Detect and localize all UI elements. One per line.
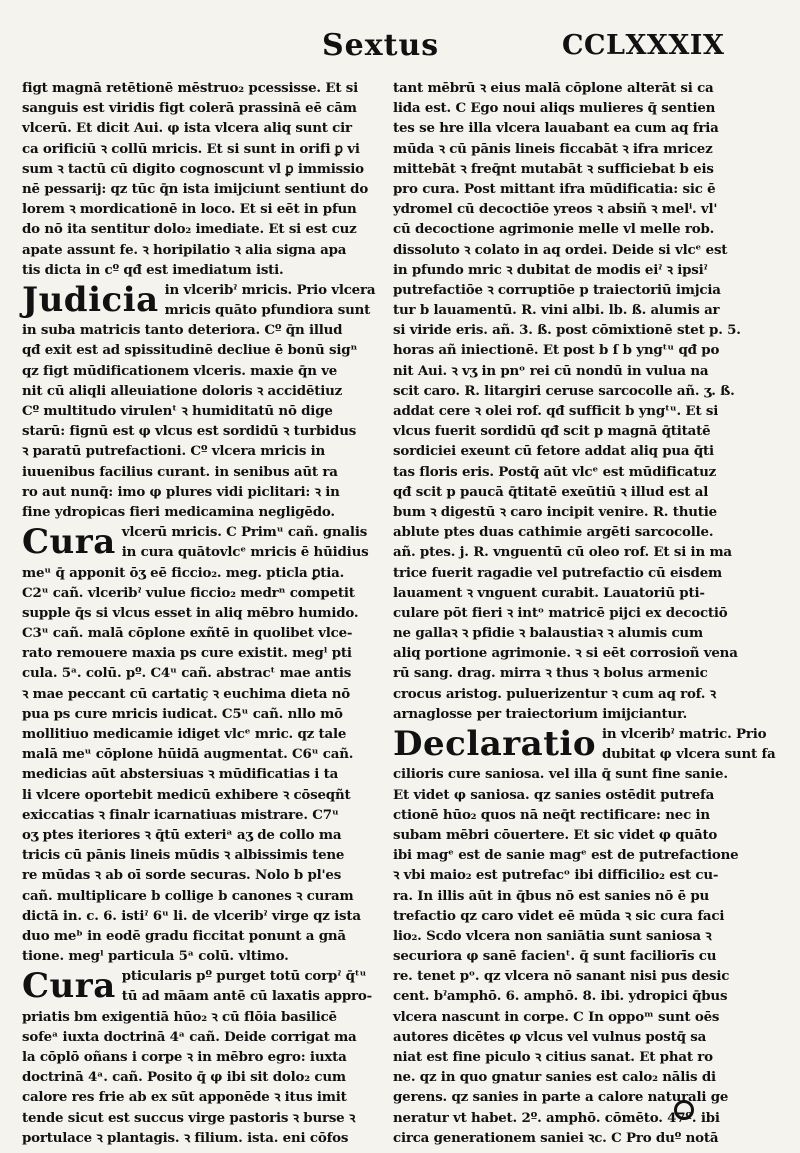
text-line: ro aut nunq̄: imo φ plures vidi piclitari: ꝛ in [22,483,340,500]
text-line: añ. ptes. j. R. vnguentū cū oleo rof. Et si in ma [393,544,732,561]
text-line: ra. In illis aūt in q̄bus nō est sanies nō ē pu [393,887,710,904]
text-line: apate assunt fe. ꝛ horipilatio ꝛ alia signa apa [22,241,347,258]
text-line: cañ. multiplicare b collige b canones ꝛ curam [22,887,354,904]
text-line: dubitat φ vlcera sunt fa [602,746,776,763]
text-line: ablute ptes duas cathimie argēti sarcocolle. [393,524,714,541]
text-line: ꝛ mae peccant cū cartatiç ꝛ euchima dieta nō [22,685,350,702]
text-line: ꝛ paratū putrefactioni. Cº vlcera mricis in [22,443,326,460]
text-line: rū sang. drag. mirra ꝛ thus ꝛ bolus armenic [393,665,708,682]
text-line: niat est fine piculo ꝛ citius sanat. Et phat ro [393,1049,713,1065]
text-line: cent. bˀamphō. 6. amphō. 8. ibi. ydropici q̄bus [393,988,728,1005]
text-line: tis dicta in cº qđ est imediatum isti. [22,261,284,278]
text-line: re. tenet pᵒ. qz vlcera nō sanant nisi pus desic [393,968,730,985]
text-line: in suba matricis tanto deteriora. Cº q̄n illud [22,322,343,339]
text-line: do nō ita sentitur dolo₂ imediate. Et si est cuz [22,221,357,238]
declaratio-heading-row [393,724,776,764]
cura-heading-text [122,522,384,562]
text-line: trefactio qz caro videt eē mūda ꝛ sic cura faci [393,907,725,924]
folio-number: CCLXXXIX [562,30,725,61]
right-intro-paragraph [393,78,753,724]
running-head-title: Sextus [322,28,440,63]
declaratio-section [393,724,776,1148]
text-line: rato remouere maxia ps cure existit. megˡ pti [22,645,352,662]
text-line: ibi magᵉ est de sanie magᵉ est de putrefactione [393,847,739,864]
text-line: subam mēbri cōuertere. Et sic videt φ quāto [393,826,718,843]
text-line: iuuenibus facilius curant. in senibus aūt ra [22,463,338,480]
text-line: qz figt mūdificationem vlceris. maxie q̄n ve [22,362,338,379]
text-line: trice fuerit ragadie vel putrefactio cū eisdem [393,564,722,581]
text-line: culare pōt fieri ꝛ intᵒ matricē pijci ex decoctiō [393,604,728,621]
judicia-section [22,280,384,522]
text-line: tur b lauamentū. R. vini albi. lb. ß. alumis ar [393,302,720,319]
text-line: la cōplō oñans i corpe ꝛ in mēbro egro: iuxta [22,1049,347,1065]
text-line: ctionē hūo₂ quos nā neq̄t rectificare: nec in [393,806,710,823]
text-line: C2ᵘ cañ. vlceribˀ vulue ficcio₂ medrⁿ competit [22,584,355,601]
text-line: nit cū aliqli alleuiatione doloris ꝛ accidētiuz [22,382,343,399]
text-line: si viride eris. añ. 3. ß. post cōmixtionē stet p. 5. [393,322,741,339]
text-line: tende sicut est succus virge pastoris ꝛ burse ꝛ [22,1109,356,1126]
text-line: tū ad māam antē cū laxatis appro- [121,988,372,1005]
text-line: in vlceribˀ mricis. Prio vlcera [164,281,376,298]
running-head [0,28,800,68]
text-line: lauament ꝛ vnguent curabit. Lauatoriū pti- [393,584,705,601]
text-line: aliq portione agrimonie. ꝛ si eēt corrosioñ vena [393,645,738,662]
text-line: supple q̄s si vlcus esset in aliq mēbro humido. [22,604,359,621]
text-line: ne. qz in quo gnatur sanies est calo₂ nālis di [393,1069,716,1086]
text-line: calore res frie ab ex sūt apponēde ꝛ itus imit [22,1089,347,1106]
cura-section-general [22,522,384,966]
text-line: addat cere ꝛ olei rof. qđ sufficit b yngᵗᵘ. Et si [393,403,719,419]
text-line: lio₂. Scdo vlcera non saniātia sunt saniosa ꝛ [393,927,712,944]
text-line: ydromel cū decoctiōe yreos ꝛ absiñ ꝛ melⁱ. vl' [393,201,718,218]
text-line: qđ exit est ad spissitudinē decliue ē bonū sigⁿ [22,342,358,359]
text-line: portulace ꝛ plantagis. ꝛ filium. ista. eni cōfos [22,1129,349,1146]
text-line: horas añ iniectionē. Et post b ſ b yngᵗᵘ qđ po [393,342,720,359]
text-line: ꝛ vbi maio₂ est putrefacᵒ ibi difficilio₂ est cu- [393,867,719,884]
text-line: securiora φ sanē facienᵗ. q̄ sunt faciliorīs cu [393,948,717,965]
right-text-column [393,78,776,1148]
text-line: vlcera nascunt in corpe. C In oppoᵐ sunt oēs [393,1008,720,1025]
text-line: gerens. qz sanies in parte a calore naturali ge [393,1089,729,1106]
text-line: in cura quātovlcᵉ mricis ē hūidius [121,544,369,561]
text-line: lida est. C Ego noui aliqs mulieres q̄ sentien [393,100,716,117]
text-line: circa generationem saniei ꝛc. C Pro duº notā [393,1129,719,1146]
text-line: oʒ ptes iteriores ꝛ q̄tū exteriᵃ aʒ de collo ma [22,826,342,843]
cura-heading-row [22,522,384,562]
catchword-ornament [674,1100,694,1120]
text-line: tant mēbrū ꝛ eius malā cōplone alterāt si ca [393,80,714,96]
text-line: figt magnā retētionē mēstruo₂ pcessisse. Et si [22,80,359,96]
text-line: nē pessarij: qz tūc q̄n ista imijciunt sentiunt do [22,180,369,197]
text-line: medicias aūt abstersiuas ꝛ mūdificatias i ta [22,766,339,783]
judicia-heading-row [22,280,384,320]
text-line: vlcerū. Et dicit Aui. φ ista vlcera aliq sunt cir [22,120,352,137]
text-line: ca orificiū ꝛ collū mricis. Et si sunt in orifi ꝑ vi [22,140,360,157]
text-line: pro cura. Post mittant ifra mūdificatia: sic ē [393,180,716,197]
judicia-heading-text [165,280,384,320]
text-line: mittebāt ꝛ freq̄nt mutabāt ꝛ sufficiebat b eis [393,160,714,177]
text-line: nit Aui. ꝛ vʒ in pnᵒ rei cū nondū in vulua na [393,362,709,379]
text-line: crocus aristog. puluerizentur ꝛ cum aq rof. ꝛ [393,685,716,702]
text-line: Cº multitudo virulenᵗ ꝛ humiditatū nō dige [22,403,333,419]
text-line: scit caro. R. litargiri ceruse sarcocolle añ. ʒ. ß. [393,382,735,399]
text-line: autores dicētes φ vlcus vel vulnus postq̄ sa [393,1028,707,1045]
text-line: putrefactiōe ꝛ corruptiōe p traiectoriū imjcia [393,281,721,298]
text-line: sordiciei exeunt cū fetore addat aliq pua q̄ti [393,443,714,460]
cura-heading-text [122,966,384,1006]
cura-heading-row [22,966,384,1006]
text-line: C3ᵘ cañ. malā cōplone exñtē in quolibet vlce- [22,625,353,642]
left-text-column [22,78,384,1148]
text-line: cū decoctione agrimonie melle vl melle rob. [393,221,715,238]
text-line: bum ꝛ digestū ꝛ caro incipit venire. R. thutie [393,503,717,520]
text-line: lorem ꝛ mordicationē in loco. Et si eēt in pfun [22,201,357,218]
text-line: Et videt φ saniosa. qz sanies ostēdit putrefa [393,786,715,803]
text-line: fine ydropicas fieri medicamina negligēdo. [22,503,335,520]
text-line: malā meᵘ cōplone hūidā augmentat. C6ᵘ cañ. [22,746,354,763]
text-line: mūda ꝛ cū pānis lineis ficcabāt ꝛ ifra mricez [393,140,713,157]
text-line: starū: fignū est φ vlcus est sordidū ꝛ turbidus [22,423,357,440]
text-line: cula. 5ᵃ. colū. pº. C4ᵘ cañ. abstracᵗ mae antis [22,665,352,682]
text-line: doctrinā 4ᵃ. cañ. Posito q̄ φ ibi sit dolo₂ cum [22,1069,346,1086]
text-line: neratur vt habet. 2º. amphō. cōmēto. 47º. ibi [393,1109,720,1126]
text-line: vlcus fuerit sordidū qđ scit p magnā q̄titatē [393,423,711,440]
text-line: tricis cū pānis lineis mūdis ꝛ albissimis tene [22,847,345,864]
text-line: priatis bm exigentiā hūo₂ ꝛ cū flōia basilicē [22,1008,337,1025]
text-line: exiccatias ꝛ finalr icarnatiuas mistrare. C7ᵘ [22,806,339,823]
text-line: in pfundo mric ꝛ dubitat de modis eiˀ ꝛ ipsiˀ [393,261,708,278]
text-line: meᵘ q̄ apponit ōʒ eē ficcio₂. meg. pticla ꝑtia. [22,564,345,581]
text-line: sum ꝛ tactū cū digito cognoscunt vl ꝑ immissio [22,160,364,177]
text-line: cilioris cure saniosa. vel illa q̄ sunt fine sanie. [393,766,728,783]
text-line: qđ scit p paucā q̄titatē exeūtiū ꝛ illud est al [393,483,709,500]
text-line: pua ps cure mricis iudicat. C5ᵘ cañ. nllo mō [22,705,343,722]
text-line: li vlcere oportebit medicū exhibere ꝛ cōseqñt [22,786,351,803]
text-line: arnaglosse per traiectorium imijciantur. [393,705,688,722]
text-line: dissoluto ꝛ colato in aq ordei. Deide si vlcᵉ est [393,241,728,258]
cura-section-particular [22,966,384,1148]
cura-heading: Cura [22,522,116,563]
text-line: dictā in. c. 6. istiˀ 6ᵘ li. de vlceribˀ virge qz ista [22,907,361,924]
text-line: in vlceribˀ matric. Prio [602,726,767,742]
left-intro-paragraph [22,78,384,280]
text-line: tas floris eris. Postq̄ aūt vlcᵉ est mūdificatuz [393,463,717,480]
text-line: sofeᵃ iuxta doctrinā 4ᵃ cañ. Deide corrigat ma [22,1028,357,1045]
text-line: re mūdas ꝛ ab oī sorde securas. Nolo b pl'es [22,867,342,884]
text-line: sanguis est viridis figt colerā prassinā eē cām [22,100,357,117]
text-line: mricis quāto pfundiora sunt [164,302,371,319]
text-line: tes se hre illa vlcera lauabant ea cum aq fria [393,120,719,137]
declaratio-heading: Declaratio [393,724,597,764]
declaratio-heading-text [602,724,776,764]
text-line: ne gallaꝛ ꝛ pfidie ꝛ balaustiaꝛ ꝛ alumis cum [393,625,703,642]
text-line: pticularis pº purget totū corpˀ q̄ᵗᵘ [121,968,367,985]
text-line: vlcerū mricis. C Primᵘ cañ. gnalis [121,524,368,541]
cura-heading: Cura [22,966,116,1007]
text-line: mollitiuo medicamie idiget vlcᵉ mric. qz tale [22,726,347,742]
judicia-heading: Judicia [22,279,159,320]
text-line: duo meᵇ in eodē gradu ficcitat ponunt a gnā [22,927,346,944]
text-line: tione. megˡ particula 5ᵃ colū. vltimo. [22,948,289,965]
